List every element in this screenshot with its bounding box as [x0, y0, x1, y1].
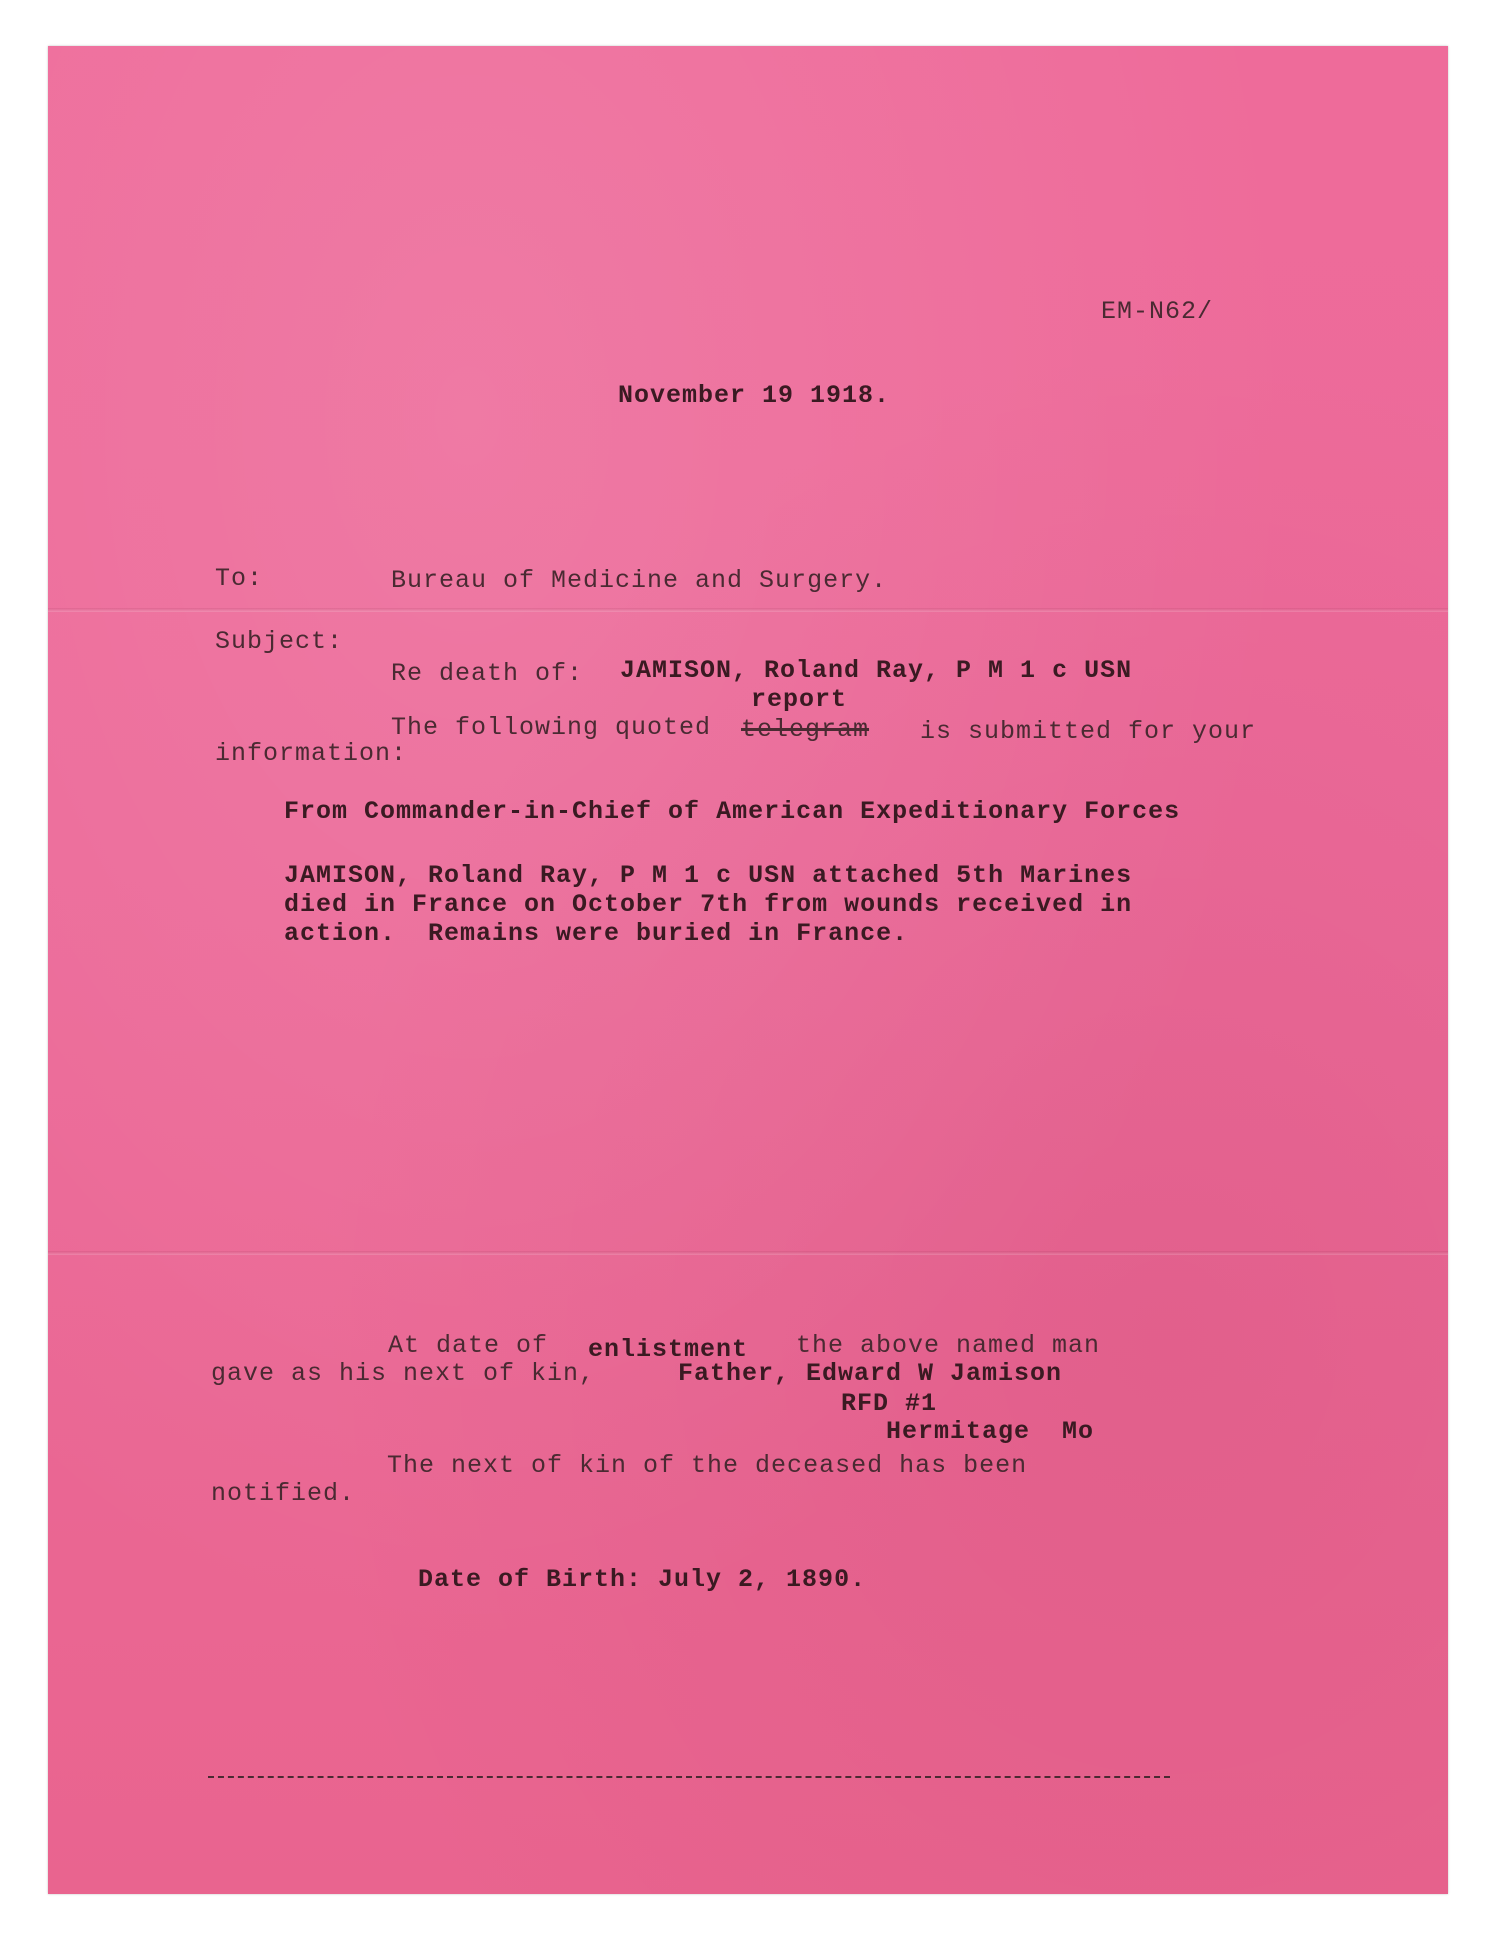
body-line-end: is submitted for your [920, 717, 1257, 746]
re-death-label: Re death of: [391, 659, 584, 688]
paper-fold-line [48, 1251, 1448, 1255]
quote-line-2: died in France on October 7th from wounds received in [284, 890, 1133, 919]
document-sheet [48, 46, 1448, 1894]
deceased-name: JAMISON, Roland Ray, P M 1 c USN [620, 656, 1133, 685]
notified-line-2: notified. [211, 1479, 356, 1508]
file-number: EM-N62/ [1101, 297, 1214, 326]
quote-line-1: JAMISON, Roland Ray, P M 1 c USN attached 5th Marines [284, 861, 1133, 890]
notified-line-1: The next of kin of the deceased has been [387, 1451, 1028, 1480]
kin-address-2: Hermitage Mo [886, 1417, 1095, 1446]
paper-fold-line [48, 608, 1448, 612]
quote-line-3: action. Remains were buried in France. [284, 919, 909, 948]
date-of-birth: Date of Birth: July 2, 1890. [418, 1565, 867, 1594]
signature-rule [208, 1776, 1170, 1778]
kin-line-start: At date of [388, 1331, 549, 1360]
subject-label: Subject: [215, 627, 344, 656]
body-line-2: information: [215, 739, 408, 768]
kin-line-2: gave as his next of kin, [211, 1359, 596, 1388]
kin-line-end: the above named man [796, 1331, 1101, 1360]
kin-enlistment: enlistment [588, 1335, 749, 1364]
struck-word: telegram [741, 715, 870, 744]
to-recipient: Bureau of Medicine and Surgery. [391, 566, 888, 595]
body-line-start: The following quoted [391, 713, 712, 742]
kin-name: Father, Edward W Jamison [678, 1359, 1063, 1388]
document-date: November 19 1918. [618, 381, 891, 410]
kin-address-1: RFD #1 [841, 1389, 938, 1418]
to-label: To: [215, 564, 264, 593]
quote-from: From Commander-in-Chief of American Expeditionary Forces [284, 797, 1181, 826]
inserted-word: report [751, 685, 848, 714]
